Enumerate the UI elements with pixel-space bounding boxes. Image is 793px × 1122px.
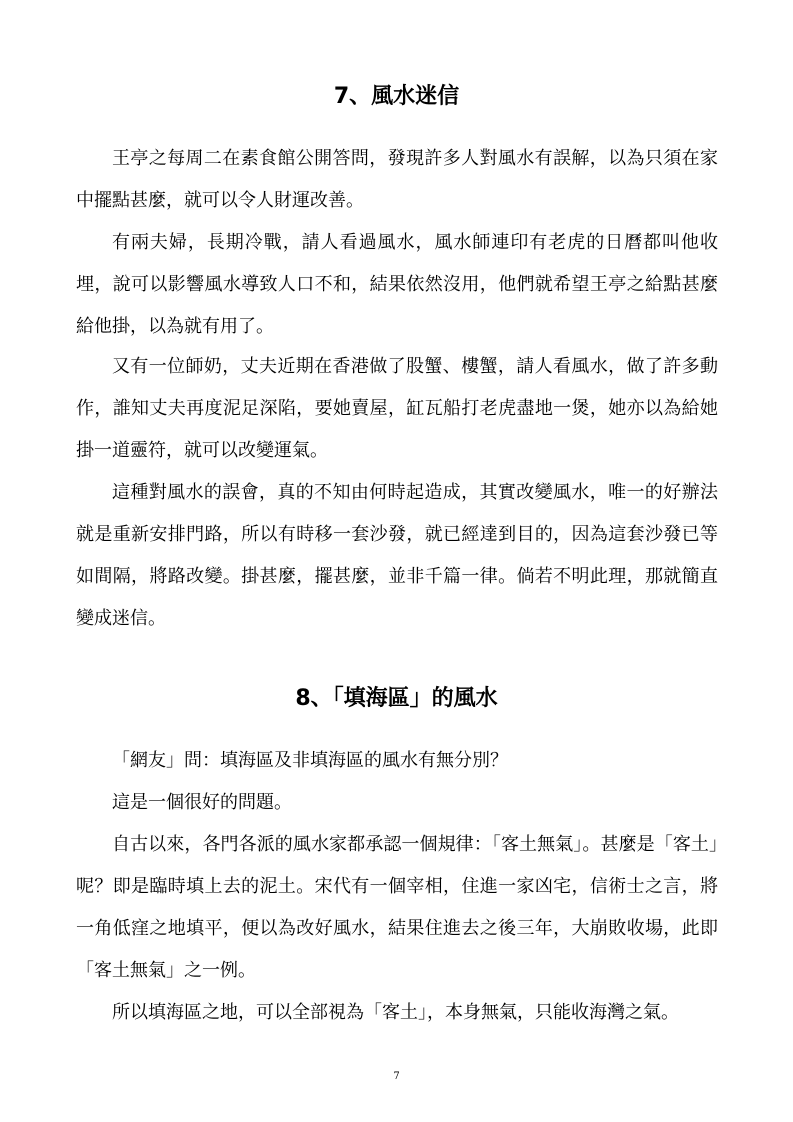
paragraph: 自古以來，各門各派的風水家都承認一個規律：「客土無氣」。甚麼是「客土」呢？即是臨時填上去的泥土。宋代有一個宰相，住進一家凶宅，信術士之言，將一角低窪之地填平，便以為改好風水，結果住進去之後三年，大崩敗收場，此即「客土無氣」之一例。 bbox=[76, 834, 718, 981]
paragraph: 所以填海區之地，可以全部視為「客土」，本身無氣，只能收海灣之氣。 bbox=[112, 1002, 679, 1023]
paragraph: 這是一個很好的問題。 bbox=[112, 792, 292, 813]
paragraph: 有兩夫婦，長期冷戰，請人看過風水，風水師連印有老虎的日曆都叫他收埋，說可以影響風水導致人口不和，結果依然沒用，他們就希望王亭之給點甚麼給他掛，以為就有用了。 bbox=[76, 232, 718, 337]
paragraph: 王亭之每周二在素食館公開答問，發現許多人對風水有誤解，以為只須在家中擺點甚麼，就可以令人財運改善。 bbox=[76, 148, 718, 211]
section-title-reclaimed-land-feng-shui: 8、「填海區」的風水 bbox=[295, 686, 498, 711]
paragraph: 「網友」問：填海區及非填海區的風水有無分別？ bbox=[112, 750, 508, 771]
section-title-feng-shui-superstition: 7、風水迷信 bbox=[333, 84, 460, 109]
paragraph: 又有一位師奶，丈夫近期在香港做了股蟹、樓蟹，請人看風水，做了許多動作，誰知丈夫再度泥足深陷，要她賣屋，缸瓦船打老虎盡地一煲，她亦以為給她掛一道靈符，就可以改變運氣。 bbox=[76, 356, 718, 461]
paragraph: 這種對風水的誤會，真的不知由何時起造成，其實改變風水，唯一的好辦法就是重新安排門路，所以有時移一套沙發，就已經達到目的，因為這套沙發已等如間隔，將路改變。掛甚麼，擺甚麼，並非千篇一律。倘若不明此理，那就簡直變成迷信。 bbox=[76, 482, 718, 629]
page-number: 7 bbox=[393, 1071, 400, 1082]
